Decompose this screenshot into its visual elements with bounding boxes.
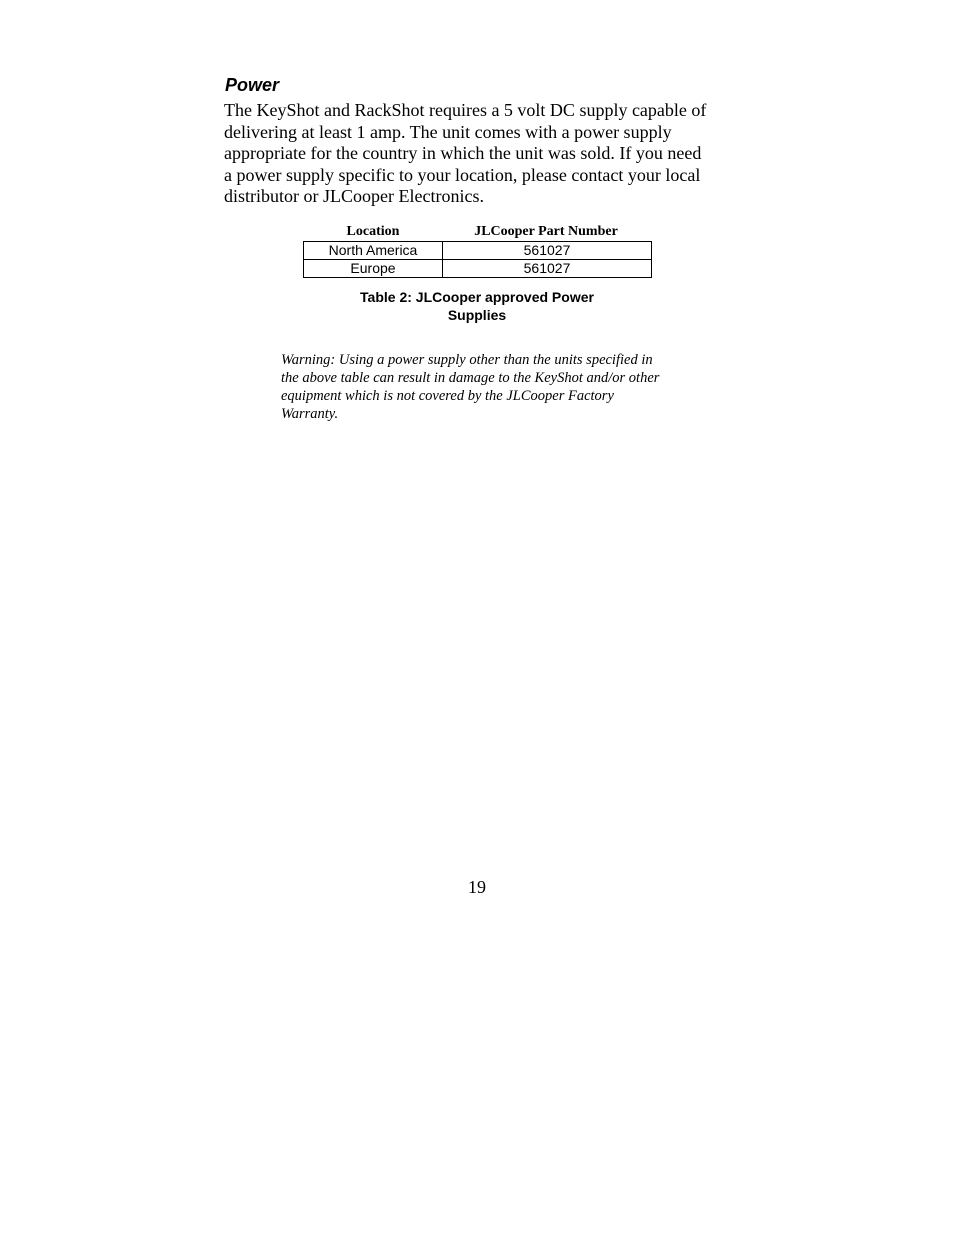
- warning-line: equipment which is not covered by the JLCooper Factory: [281, 388, 614, 404]
- table-cell-part-number: 561027: [443, 260, 652, 278]
- body-line: a power supply specific to your location, please contact your local: [224, 164, 701, 185]
- warning-note: [281, 351, 701, 423]
- table-header-part-number: JLCooper Part Number: [474, 224, 618, 239]
- body-line: The KeyShot and RackShot requires a 5 volt DC supply capable of: [224, 100, 707, 120]
- caption-line: Supplies: [447, 307, 507, 323]
- table-header-location: Location: [346, 224, 400, 239]
- body-line: appropriate for the country in which the unit was sold. If you need: [224, 143, 702, 164]
- table-cell-location: North America: [304, 242, 443, 260]
- section-heading: Power: [225, 75, 280, 95]
- warning-line: Warning: Using a power supply other than the units specified in: [281, 352, 653, 368]
- power-supply-table: [303, 241, 652, 278]
- body-line: delivering at least 1 amp. The unit comes with a power supply: [224, 121, 672, 142]
- warning-line: Warranty.: [281, 406, 339, 422]
- page-number: 19: [468, 877, 486, 897]
- body-line: distributor or JLCooper Electronics.: [224, 186, 484, 207]
- table-cell-location: Europe: [304, 260, 443, 278]
- table-row: [304, 242, 652, 260]
- table-caption: [330, 288, 624, 324]
- warning-line: the above table can result in damage to the KeyShot and/or other: [281, 370, 660, 386]
- table-row: [304, 260, 652, 278]
- body-paragraph: [224, 100, 744, 208]
- caption-line: Table 2: JLCooper approved Power: [360, 289, 594, 305]
- table-cell-part-number: 561027: [443, 242, 652, 260]
